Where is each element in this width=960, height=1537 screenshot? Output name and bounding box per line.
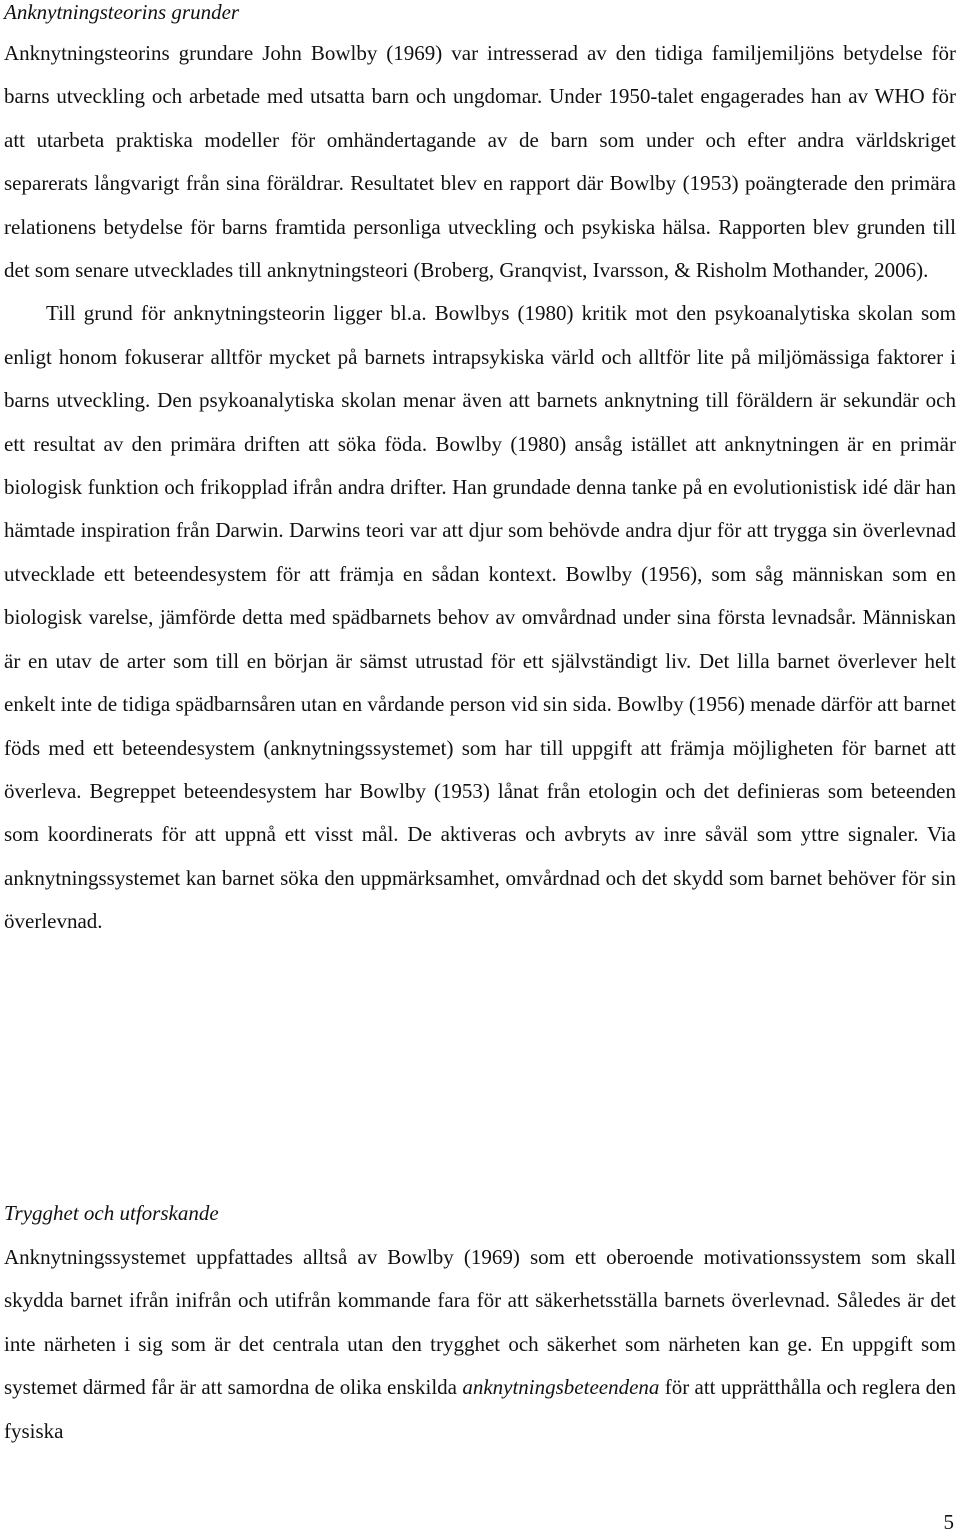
page-number: 5 [943, 1510, 954, 1534]
section-trygghet [4, 1236, 956, 1453]
section-heading-trygghet-och-utforskande: Trygghet och utforskande [4, 1201, 219, 1225]
italic-term-anknytningsbeteendena: anknytningsbeteendena [462, 1375, 660, 1400]
paragraph-anknytningssystemet [4, 1236, 956, 1453]
paragraph-intro: Anknytningsteorins grundare John Bowlby (1969) var intresserad av den tidiga familjemiljöns betydelse för barns utveckling och arbetade med utsatta barn och ungdomar. Under 1950-talet engagerades han av WHO för att utarbeta praktiska modeller för omhändertagande av de barn som under och efter andra världskriget separerats långvarigt från sina föräldrar. Resultatet blev en rapport där Bowlby (1953) poängterade den primära relationens betydelse för barns framtida personliga utveckling och psykiska hälsa. Rapporten blev grunden till det som senare utvecklades till anknytningsteori (Broberg, Granqvist, Ivarsson, & Risholm Mothander, 2006). [4, 41, 956, 283]
document-page [4, 0, 956, 944]
paragraph-text-part1: Anknytningssystemet uppfattades alltså av Bowlby (1969) som ett oberoende motivationssystem som skall skydda barnet ifrån inifrån och utifrån kommande fara för att säkerhetsställa barnets överlevnad. Således är det inte närheten i sig som är det centrala utan den trygghet och säkerhet som närheten kan ge. En uppgift som systemet därmed får är att samordna de olika enskilda [4, 1245, 956, 1400]
paragraph-bowlby-critique: Till grund för anknytningsteorin ligger bl.a. Bowlbys (1980) kritik mot den psykoanalytiska skolan som enligt honom fokuserar alltför mycket på barnets intrapsykiska värld och alltför lite på miljömässiga faktorer i barns utveckling. Den psykoanalytiska skolan menar även att barnets anknytning till föräldern är sekundär och ett resultat av den primära driften att söka föda. Bowlby (1980) ansåg istället att anknytningen är en primär biologisk funktion och frikopplad ifrån andra drifter. Han grundade denna tanke på en evolutionistisk idé där han hämtade inspiration från Darwin. Darwins teori var att djur som behövde andra djur för att trygga sin överlevnad utvecklade ett beteendesystem för att främja en sådan kontext. Bowlby (1956), som såg människan som en biologisk varelse, jämförde detta med spädbarnets behov av omvårdnad under sina första levnadsår. Människan är en utav de arter som till en början är sämst utrustad för ett självständigt liv. Det lilla barnet överlever helt enkelt inte de tidiga spädbarnsåren utan en vårdande person vid sin sida. Bowlby (1956) menade därför att barnet föds med ett beteendesystem (anknytningssystemet) som har till uppgift att främja möjligheten för barnet att överleva. Begreppet beteendesystem har Bowlby (1953) lånat från etologin och det definieras som beteenden som koordinerats för att uppnå ett visst mål. De aktiveras och avbryts av inre såväl som yttre signaler. Via anknytningssystemet kan barnet söka den uppmärksamhet, omvårdnad och det skydd som barnet behöver för sin överlevnad. [4, 301, 956, 934]
paragraph-text-part2: för att upprätthålla och reglera den fysiska [4, 1375, 956, 1443]
section-heading-anknytningsteorins-grunder: Anknytningsteorins grunder [4, 0, 240, 24]
